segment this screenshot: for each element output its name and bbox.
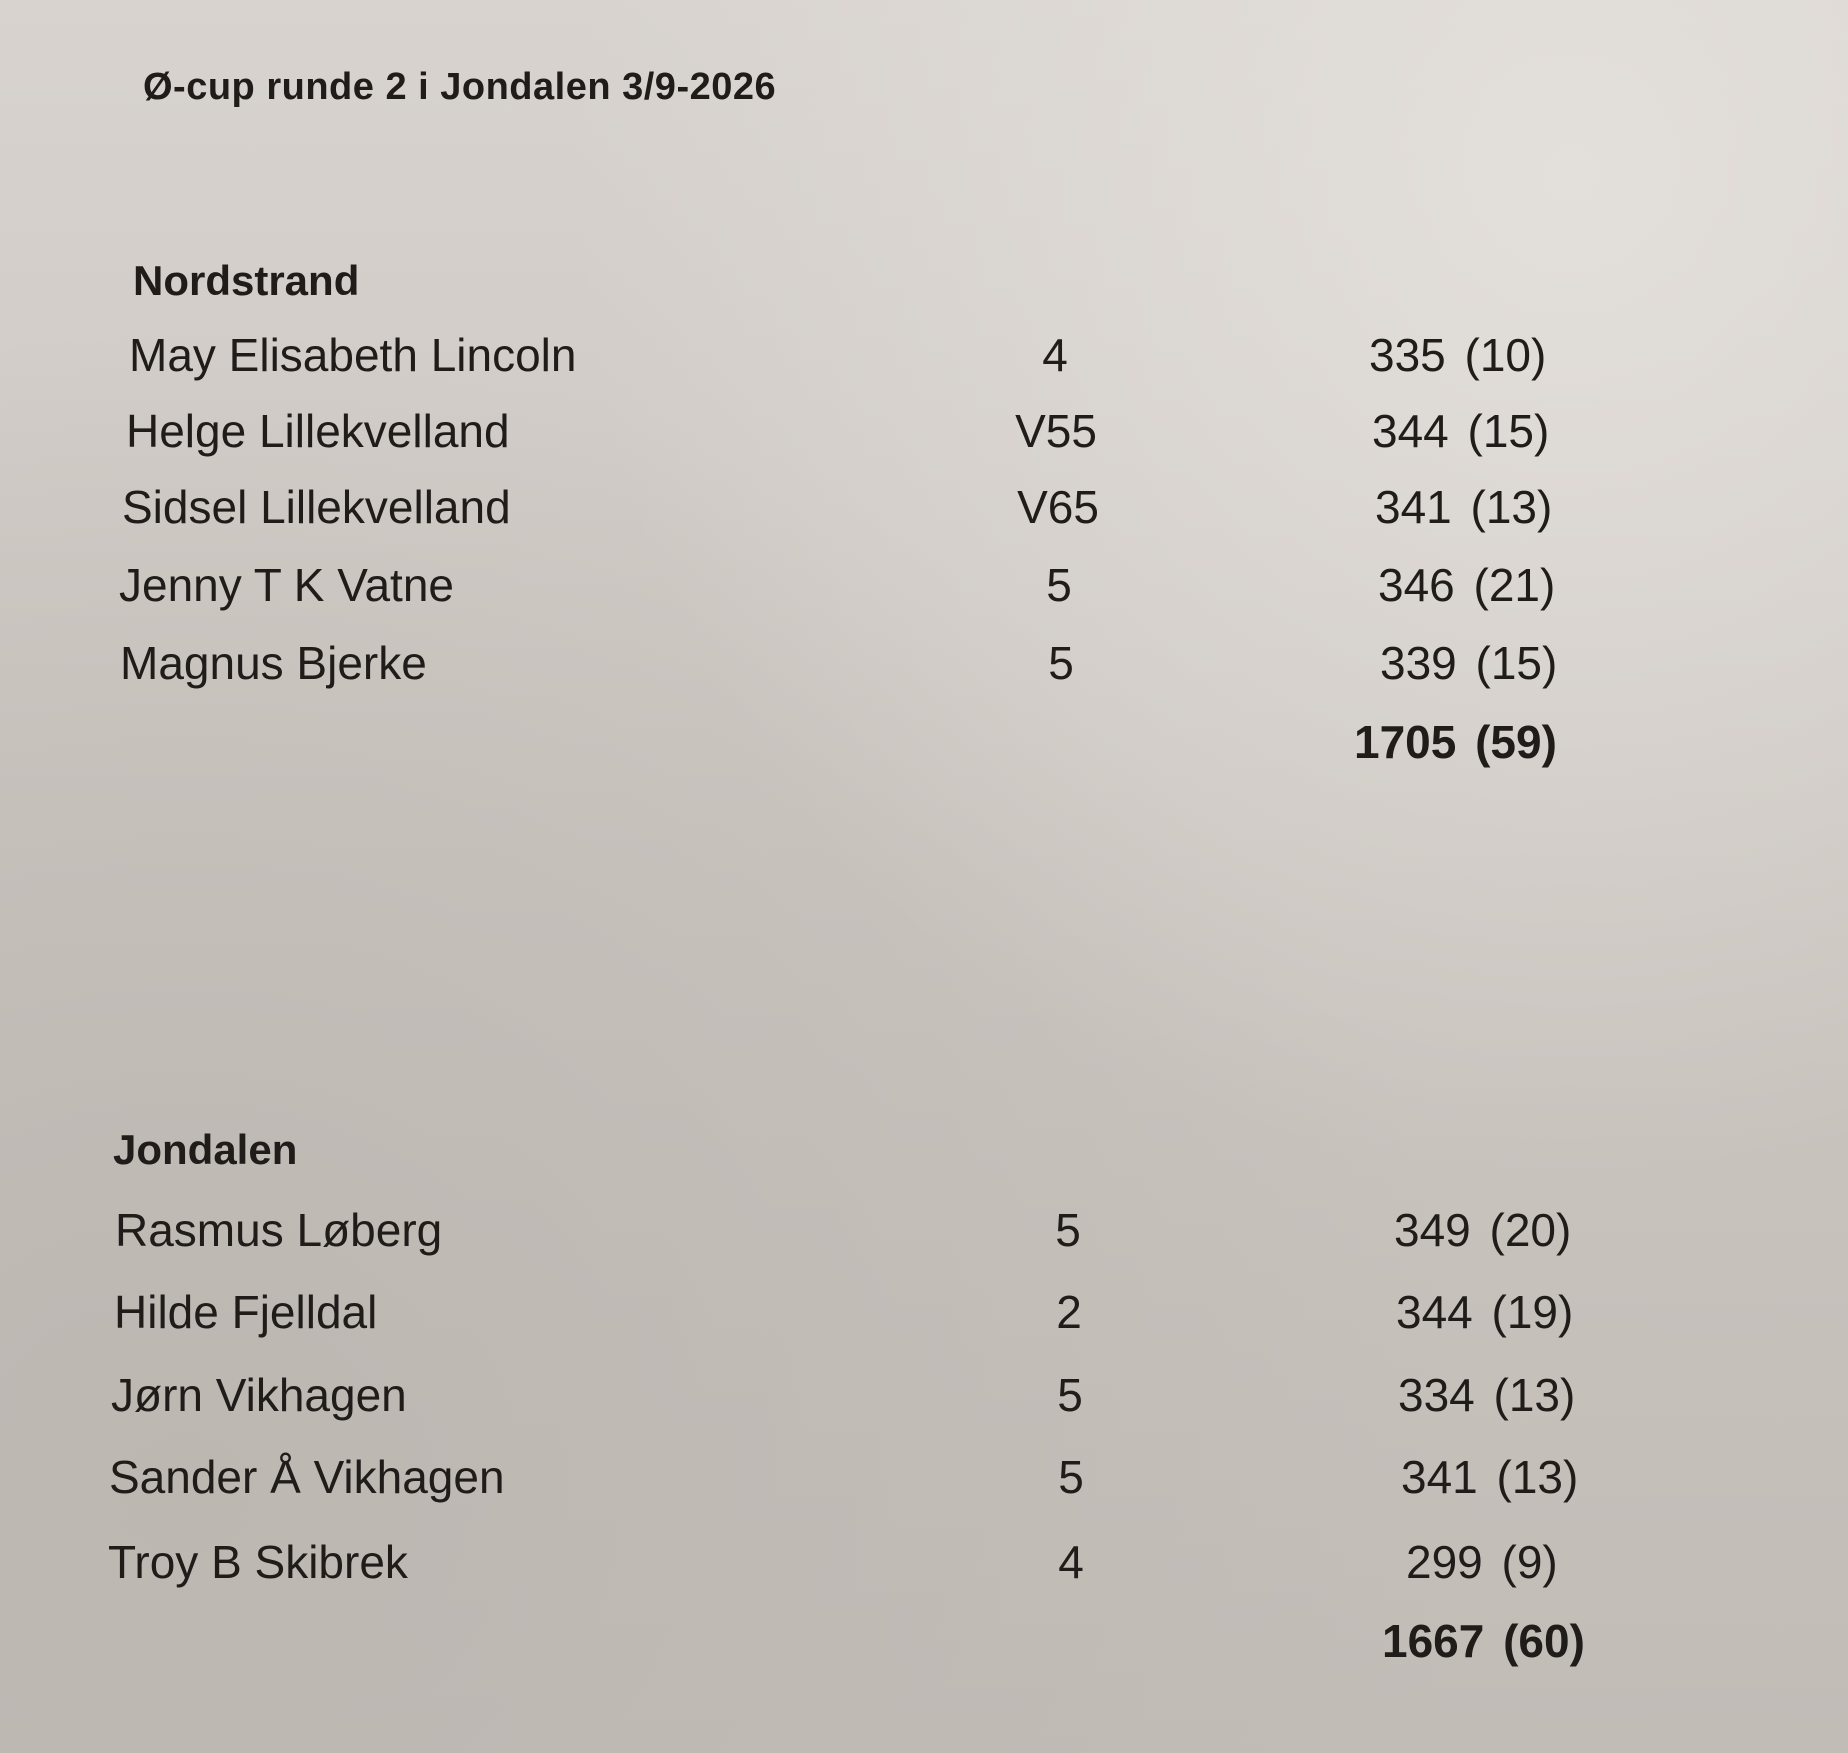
athlete-class: 5 — [1058, 1451, 1084, 1503]
athlete-class: 2 — [1056, 1286, 1082, 1338]
result-row — [122, 480, 1642, 540]
athlete-score: 346 (21) — [1378, 559, 1556, 611]
team-heading-nordstrand: Nordstrand — [133, 257, 360, 304]
athlete-score: 344 (15) — [1372, 405, 1550, 457]
result-row — [109, 1450, 1629, 1510]
athlete-class: V65 — [1017, 481, 1099, 533]
result-row — [108, 1535, 1628, 1595]
athlete-class: 5 — [1057, 1369, 1083, 1421]
result-row — [129, 328, 1649, 388]
team-total: 1667 (60) — [1382, 1615, 1585, 1667]
athlete-score: 335 (10) — [1369, 329, 1547, 381]
athlete-name: Jørn Vikhagen — [111, 1369, 407, 1421]
result-row — [115, 1203, 1635, 1263]
athlete-name: May Elisabeth Lincoln — [129, 329, 577, 381]
athlete-class: 5 — [1055, 1204, 1081, 1256]
athlete-name: Troy B Skibrek — [108, 1536, 408, 1588]
athlete-score: 299 (9) — [1406, 1536, 1558, 1588]
athlete-name: Magnus Bjerke — [120, 637, 427, 689]
document-title: Ø-cup runde 2 i Jondalen 3/9-2026 — [143, 66, 777, 108]
result-row — [111, 1368, 1631, 1428]
athlete-class: 5 — [1048, 637, 1074, 689]
athlete-name: Hilde Fjelldal — [114, 1286, 378, 1338]
result-row — [114, 1285, 1634, 1345]
athlete-score: 334 (13) — [1398, 1369, 1576, 1421]
athlete-score: 339 (15) — [1380, 637, 1558, 689]
athlete-name: Sidsel Lillekvelland — [122, 481, 511, 533]
team-heading-jondalen: Jondalen — [113, 1126, 298, 1173]
result-row — [120, 636, 1640, 696]
athlete-name: Helge Lillekvelland — [126, 405, 510, 457]
athlete-class: 5 — [1046, 559, 1072, 611]
athlete-name: Rasmus Løberg — [115, 1204, 443, 1256]
athlete-score: 349 (20) — [1394, 1204, 1572, 1256]
athlete-score: 344 (19) — [1396, 1286, 1574, 1338]
athlete-class: V55 — [1015, 405, 1097, 457]
athlete-score: 341 (13) — [1401, 1451, 1579, 1503]
result-row — [126, 404, 1646, 464]
result-row — [119, 558, 1639, 618]
team-total: 1705 (59) — [1354, 716, 1557, 768]
athlete-score: 341 (13) — [1375, 481, 1553, 533]
athlete-class: 4 — [1042, 329, 1068, 381]
athlete-name: Jenny T K Vatne — [119, 559, 455, 611]
athlete-class: 4 — [1058, 1536, 1084, 1588]
athlete-name: Sander Å Vikhagen — [109, 1451, 505, 1503]
